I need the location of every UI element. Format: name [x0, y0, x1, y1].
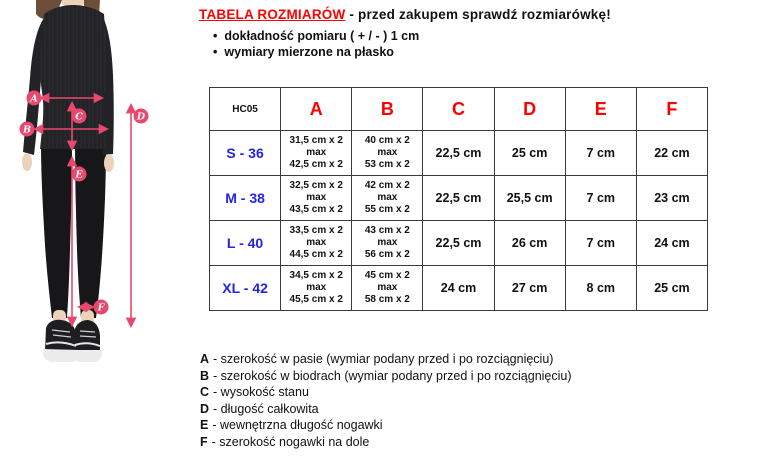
cell-line: 33,5 cm x 2 — [289, 225, 343, 236]
table-header-row — [210, 88, 708, 131]
marker-letter: A — [30, 93, 38, 105]
bullet-item: • wymiary mierzone na płasko — [213, 45, 759, 61]
cell-e: 8 cm — [565, 266, 636, 311]
legend-item — [200, 401, 572, 418]
cell-f: 25 cm — [636, 266, 707, 311]
cell-line: 56 cm x 2 — [364, 249, 410, 260]
legend-text: - szerokość w pasie (wymiar podany przed i po rozciągnięciu) — [213, 352, 554, 366]
cell-line: 42 cm x 2 — [364, 180, 410, 191]
cell-b — [352, 221, 423, 266]
column-header-c: C — [423, 88, 494, 131]
cell-line: max — [377, 192, 398, 203]
cell-line: 58 cm x 2 — [364, 294, 410, 305]
model-photo — [0, 0, 190, 370]
cell-d: 25,5 cm — [494, 176, 565, 221]
cell-a — [281, 266, 352, 311]
info-bullets — [213, 29, 759, 60]
cell-d: 26 cm — [494, 221, 565, 266]
cell-b — [352, 131, 423, 176]
cell-f: 22 cm — [636, 131, 707, 176]
cell-c: 24 cm — [423, 266, 494, 311]
column-header-d: D — [494, 88, 565, 131]
cell-line: 45,5 cm x 2 — [289, 294, 343, 305]
cell-a — [281, 131, 352, 176]
marker-letter: C — [75, 111, 83, 123]
cell-c: 22,5 cm — [423, 221, 494, 266]
cell-line: max — [306, 192, 327, 203]
model-code-cell: HC05 — [210, 88, 281, 131]
cell-line: max — [377, 237, 398, 248]
cell-b — [352, 266, 423, 311]
column-header-f: F — [636, 88, 707, 131]
table-row — [210, 131, 708, 176]
size-cell: S - 36 — [210, 131, 281, 176]
cell-line: 31,5 cm x 2 — [289, 135, 343, 146]
legend-item — [200, 417, 572, 434]
sweater-rib-texture — [40, 5, 107, 149]
marker-letter: D — [136, 111, 146, 123]
cell-line: 34,5 cm x 2 — [289, 270, 343, 281]
legend-text: - szerokość w biodrach (wymiar podany przed i po rozciągnięciu) — [213, 368, 572, 383]
legend-letter: C — [200, 385, 210, 399]
cell-c: 22,5 cm — [423, 176, 494, 221]
header-block — [199, 7, 759, 60]
size-table — [209, 87, 708, 311]
cell-e: 7 cm — [565, 176, 636, 221]
legend-text: - wewnętrzna długość nogawki — [212, 418, 383, 432]
column-header-a: A — [281, 88, 352, 131]
legend-item — [200, 434, 572, 451]
cell-line: 45 cm x 2 — [364, 270, 410, 281]
cell-line: max — [377, 282, 398, 293]
table-row — [210, 221, 708, 266]
sneakers-shape — [43, 320, 102, 362]
column-header-e: E — [565, 88, 636, 131]
marker-letter: B — [22, 124, 32, 136]
cell-d: 27 cm — [494, 266, 565, 311]
legend-item — [200, 368, 572, 385]
legend-item — [200, 351, 572, 368]
cell-line: max — [306, 147, 327, 158]
marker-letter: F — [97, 302, 105, 314]
cell-a — [281, 176, 352, 221]
cell-line: 43 cm x 2 — [364, 225, 410, 236]
cell-e: 7 cm — [565, 221, 636, 266]
table-row — [210, 266, 708, 311]
hand-skin — [104, 154, 114, 172]
cell-line: 43,5 cm x 2 — [289, 204, 343, 215]
cell-b — [352, 176, 423, 221]
bullet-item: • dokładność pomiaru ( + / - ) 1 cm — [213, 29, 759, 45]
cell-a — [281, 221, 352, 266]
size-cell: M - 38 — [210, 176, 281, 221]
cell-line: max — [306, 237, 327, 248]
legend-letter: D — [200, 401, 210, 416]
legend-text: - długość całkowita — [213, 401, 319, 416]
legend-letter: F — [200, 434, 208, 449]
cell-line: 42,5 cm x 2 — [289, 159, 343, 170]
cell-d: 25 cm — [494, 131, 565, 176]
title-highlight: TABELA ROZMIARÓW — [199, 7, 346, 22]
cell-line: max — [306, 282, 327, 293]
legend-letter: E — [200, 418, 209, 432]
legend-letter: A — [200, 352, 210, 366]
cell-line: 40 cm x 2 — [364, 135, 410, 146]
cell-line: 32,5 cm x 2 — [289, 180, 343, 191]
size-cell: XL - 42 — [210, 266, 281, 311]
column-header-b: B — [352, 88, 423, 131]
marker-letter: E — [75, 169, 83, 181]
cell-line: max — [377, 147, 398, 158]
legend-item — [200, 384, 572, 401]
title-suffix: - przed zakupem sprawdź rozmiarówkę! — [345, 7, 611, 22]
table-row — [210, 176, 708, 221]
cell-line: 53 cm x 2 — [364, 159, 410, 170]
page-title — [199, 7, 759, 22]
cell-f: 23 cm — [636, 176, 707, 221]
cell-c: 22,5 cm — [423, 131, 494, 176]
cell-e: 7 cm — [565, 131, 636, 176]
cell-line: 44,5 cm x 2 — [289, 249, 343, 260]
legend-text: - szerokość nogawki na dole — [211, 434, 370, 449]
measurement-legend — [200, 351, 572, 450]
size-cell: L - 40 — [210, 221, 281, 266]
cell-line: 55 cm x 2 — [364, 204, 410, 215]
hand-skin — [22, 153, 32, 171]
legend-letter: B — [200, 368, 210, 383]
cell-f: 24 cm — [636, 221, 707, 266]
legend-text: - wysokość stanu — [213, 385, 309, 399]
